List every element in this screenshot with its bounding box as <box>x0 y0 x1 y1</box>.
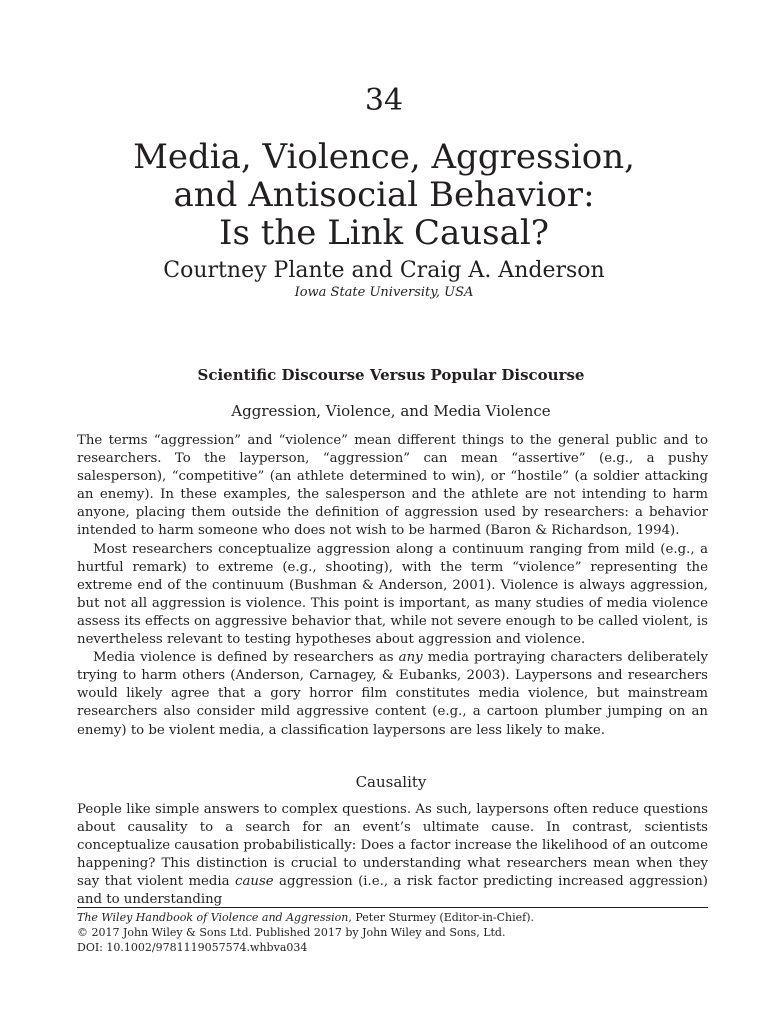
chapter-title-line-3: Is the Link Causal? <box>219 213 549 253</box>
footer-editor: , Peter Sturmey (Editor-in-Chief). <box>348 911 535 924</box>
page-footer <box>77 910 708 955</box>
paragraph <box>77 649 708 739</box>
paragraph: The terms “aggression” and “violence” mean different things to the general public and to researchers. To the layperson, “aggression” can mean “assertive” (e.g., a pushy salesperson), “competitive” (an athlete determined to win), or “hostile” (a soldier attacking an enemy). In these examples, the salesperson and the athlete are not intending to harm anyone, placing them outside the definition of aggression used by researchers: a behavior intended to harm someone who does not wish to be harmed (Baron & Richardson, 1994). <box>77 433 708 539</box>
emphasis-text: cause <box>235 874 274 890</box>
paragraph <box>77 801 708 910</box>
footer-copyright: © 2017 John Wiley & Sons Ltd. Published 2017 by John Wiley and Sons, Ltd. <box>77 926 506 939</box>
paragraph: Most researchers conceptualize aggression along a continuum ranging from mild (e.g., a hurtful remark) to extreme (e.g., shooting), with the term “violence” representing the extreme end of the continuum (Bushman & Anderson, 2001). Violence is always aggression, but not all aggression is violence. This point is important, as many studies of media violence assess its effects on aggressive behavior that, while not severe enough to be called violent, is nevertheless relevant to testing hypotheses about aggression and violence. <box>77 541 708 648</box>
chapter-title <box>40 138 728 252</box>
author-affiliation: Iowa State University, USA <box>294 285 474 300</box>
footer-divider <box>77 907 708 908</box>
chapter-authors: Courtney Plante and Craig A. Anderson <box>163 258 605 283</box>
chapter-title-line-2: and Antisocial Behavior: <box>173 175 595 215</box>
body-text-aggression <box>77 432 708 740</box>
section-heading: Scientific Discourse Versus Popular Discourse <box>197 366 585 384</box>
emphasis-text: any <box>398 650 423 666</box>
paragraph-text: aggression (i.e., a risk factor predicting increased aggression) and to understanding <box>77 874 708 908</box>
body-text-causality <box>77 801 708 910</box>
paragraph-text: People like simple answers to complex questions. As such, laypersons often reduce questions about causality to a search for an event’s ultimate cause. In contrast, scientists conceptualize causation probabilistically: Does a factor increase the likelihood of an outcome happening? This distinction is crucial to understanding what researchers mean when they say that violent media <box>77 802 708 890</box>
chapter-title-line-1: Media, Violence, Aggression, <box>133 137 635 177</box>
footer-book-title: The Wiley Handbook of Violence and Aggression <box>77 911 349 924</box>
paragraph-text: Media violence is defined by researchers as <box>93 650 399 666</box>
footer-citation <box>77 910 708 925</box>
chapter-number: 34 <box>364 83 404 118</box>
subsection-heading-aggression: Aggression, Violence, and Media Violence <box>231 402 551 420</box>
paragraph-text: media portraying characters deliberately trying to harm others (Anderson, Carnagey, & Eubanks, 2003). Laypersons and researchers would likely agree that a gory horror film constitutes media violence, but mainstream researchers also consider mild aggressive content (e.g., a cartoon plumber jumping on an enemy) to be violent media, a classification laypersons are less likely to make. <box>77 650 708 738</box>
footer-doi: DOI: 10.1002/9781119057574.whbva034 <box>77 941 308 954</box>
subsection-heading-causality: Causality <box>355 773 427 791</box>
